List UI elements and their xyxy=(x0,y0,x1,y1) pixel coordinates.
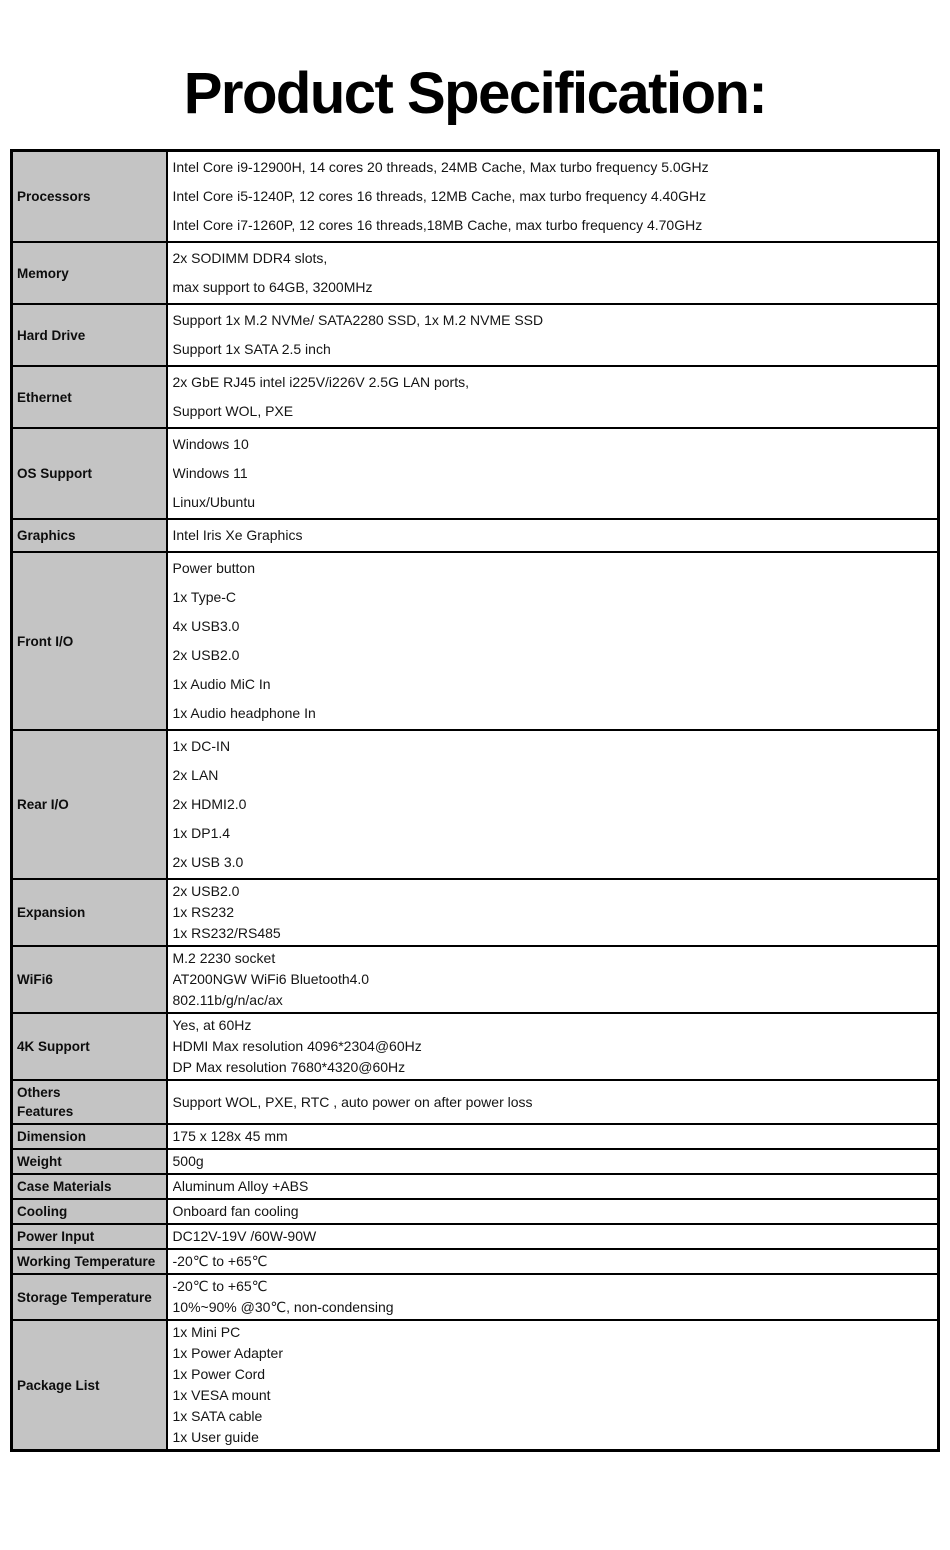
spec-value-line: Support 1x M.2 NVMe/ SATA2280 SSD, 1x M.2 NVME SSD xyxy=(172,312,544,328)
spec-value-line: 1x Mini PC xyxy=(172,1324,241,1340)
spec-value-line: Yes, at 60Hz xyxy=(172,1017,252,1033)
row-values xyxy=(167,366,939,428)
row-label: Weight xyxy=(12,1149,167,1174)
spec-value-line: Support WOL, PXE, RTC , auto power on after power loss xyxy=(172,1093,533,1110)
spec-value-line: 2x SODIMM DDR4 slots, xyxy=(172,250,328,266)
row-label: OS Support xyxy=(12,428,167,519)
spec-value-line: 10%~90% @30℃, non-condensing xyxy=(172,1299,394,1315)
spec-value-line: 1x Type-C xyxy=(172,589,237,605)
spec-value-line: 1x Audio MiC In xyxy=(172,676,271,692)
row-values xyxy=(167,730,939,879)
spec-value-line: 1x RS232/RS485 xyxy=(172,925,281,941)
row-label: Package List xyxy=(12,1320,167,1451)
spec-value-line: 2x USB2.0 xyxy=(172,883,240,899)
table-row xyxy=(12,151,939,243)
table-row xyxy=(12,242,939,304)
table-row xyxy=(12,1149,939,1174)
row-label: Hard Drive xyxy=(12,304,167,366)
row-label: Expansion xyxy=(12,879,167,946)
spec-value-line: 500g xyxy=(172,1153,204,1169)
spec-table-body xyxy=(12,151,939,1451)
row-label: Graphics xyxy=(12,519,167,552)
row-values xyxy=(167,1199,939,1224)
row-values xyxy=(167,879,939,946)
spec-value-line: max support to 64GB, 3200MHz xyxy=(172,279,373,295)
spec-value-line: 2x HDMI2.0 xyxy=(172,796,247,812)
spec-value-line: 1x RS232 xyxy=(172,904,234,920)
row-label: Ethernet xyxy=(12,366,167,428)
table-row xyxy=(12,519,939,552)
spec-sheet-page xyxy=(0,50,950,1550)
spec-value-line: Intel Core i7-1260P, 12 cores 16 threads,18MB Cache, max turbo frequency 4.70GHz xyxy=(172,217,703,233)
spec-value-line: Support WOL, PXE xyxy=(172,403,294,419)
spec-value-line: -20℃ to +65℃ xyxy=(172,1253,268,1269)
table-row xyxy=(12,1080,939,1124)
spec-value-line: 175 x 128x 45 mm xyxy=(172,1128,288,1144)
page-title: Product Specification: xyxy=(183,61,767,126)
spec-table xyxy=(10,149,940,1452)
row-label: 4K Support xyxy=(12,1013,167,1080)
spec-value-line: Windows 10 xyxy=(172,436,249,452)
table-row xyxy=(12,946,939,1013)
spec-value-line: 2x USB2.0 xyxy=(172,647,240,663)
spec-value-line: Power button xyxy=(172,560,255,576)
spec-value-line: DC12V-19V /60W-90W xyxy=(172,1228,317,1244)
table-row xyxy=(12,730,939,879)
row-label: Dimension xyxy=(12,1124,167,1149)
spec-value-line: 1x VESA mount xyxy=(172,1387,271,1403)
spec-value-line: 1x Power Adapter xyxy=(172,1345,284,1361)
table-row xyxy=(12,1249,939,1274)
spec-value-line: HDMI Max resolution 4096*2304@60Hz xyxy=(172,1038,422,1054)
row-label: Working Temperature xyxy=(12,1249,167,1274)
spec-value-line: 2x USB 3.0 xyxy=(172,854,244,870)
row-values xyxy=(167,242,939,304)
table-row xyxy=(12,1013,939,1080)
row-values xyxy=(167,519,939,552)
row-values xyxy=(167,1013,939,1080)
row-label: Cooling xyxy=(12,1199,167,1224)
spec-value-line: 1x DC-IN xyxy=(172,738,231,754)
spec-value-line: 4x USB3.0 xyxy=(172,618,240,634)
spec-value-line: M.2 2230 socket xyxy=(172,950,276,966)
spec-value-line: 2x GbE RJ45 intel i225V/i226V 2.5G LAN ports, xyxy=(172,374,469,390)
row-values xyxy=(167,1149,939,1174)
row-values xyxy=(167,1249,939,1274)
spec-value-line: Support 1x SATA 2.5 inch xyxy=(172,341,331,357)
row-values xyxy=(167,946,939,1013)
table-row xyxy=(12,1224,939,1249)
row-values xyxy=(167,1124,939,1149)
row-label-line: Features xyxy=(17,1104,74,1119)
row-values xyxy=(167,304,939,366)
spec-value-line: DP Max resolution 7680*4320@60Hz xyxy=(172,1059,406,1075)
row-values xyxy=(167,428,939,519)
spec-value-line: -20℃ to +65℃ xyxy=(172,1278,268,1294)
spec-value-line: 1x DP1.4 xyxy=(172,825,231,841)
table-row xyxy=(12,1320,939,1451)
table-row xyxy=(12,366,939,428)
row-values xyxy=(167,1224,939,1249)
table-row xyxy=(12,1174,939,1199)
spec-value-line: AT200NGW WiFi6 Bluetooth4.0 xyxy=(172,971,370,987)
row-label xyxy=(12,1080,167,1124)
row-label-line: Others xyxy=(17,1085,61,1100)
row-label: Storage Temperature xyxy=(12,1274,167,1320)
table-row xyxy=(12,1199,939,1224)
spec-value-line: 2x LAN xyxy=(172,767,219,783)
spec-value-line: 1x Power Cord xyxy=(172,1366,266,1382)
spec-value-line: Intel Core i9-12900H, 14 cores 20 threads, 24MB Cache, Max turbo frequency 5.0GHz xyxy=(172,159,709,175)
spec-value-line: 1x Audio headphone In xyxy=(172,705,316,721)
row-values xyxy=(167,552,939,730)
row-values xyxy=(167,1174,939,1199)
spec-value-line: Aluminum Alloy +ABS xyxy=(172,1178,309,1194)
table-row xyxy=(12,552,939,730)
table-row xyxy=(12,879,939,946)
table-row xyxy=(12,304,939,366)
row-values xyxy=(167,1080,939,1124)
spec-value-line: Linux/Ubuntu xyxy=(172,494,256,510)
table-row xyxy=(12,1124,939,1149)
row-values xyxy=(167,1274,939,1320)
spec-value-line: Intel Core i5-1240P, 12 cores 16 threads, 12MB Cache, max turbo frequency 4.40GHz xyxy=(172,188,707,204)
spec-value-line: Intel Iris Xe Graphics xyxy=(172,527,303,543)
row-label: WiFi6 xyxy=(12,946,167,1013)
table-row xyxy=(12,1274,939,1320)
spec-value-line: 802.11b/g/n/ac/ax xyxy=(172,992,283,1008)
row-label: Memory xyxy=(12,242,167,304)
row-label: Front I/O xyxy=(12,552,167,730)
table-row xyxy=(12,428,939,519)
row-label: Case Materials xyxy=(12,1174,167,1199)
spec-value-line: 1x SATA cable xyxy=(172,1408,263,1424)
row-label: Rear I/O xyxy=(12,730,167,879)
spec-value-line: 1x User guide xyxy=(172,1429,259,1445)
spec-value-line: Windows 11 xyxy=(172,465,248,481)
row-label: Power Input xyxy=(12,1224,167,1249)
row-label: Processors xyxy=(12,151,167,243)
row-values xyxy=(167,1320,939,1451)
row-values xyxy=(167,151,939,243)
spec-value-line: Onboard fan cooling xyxy=(172,1203,299,1219)
